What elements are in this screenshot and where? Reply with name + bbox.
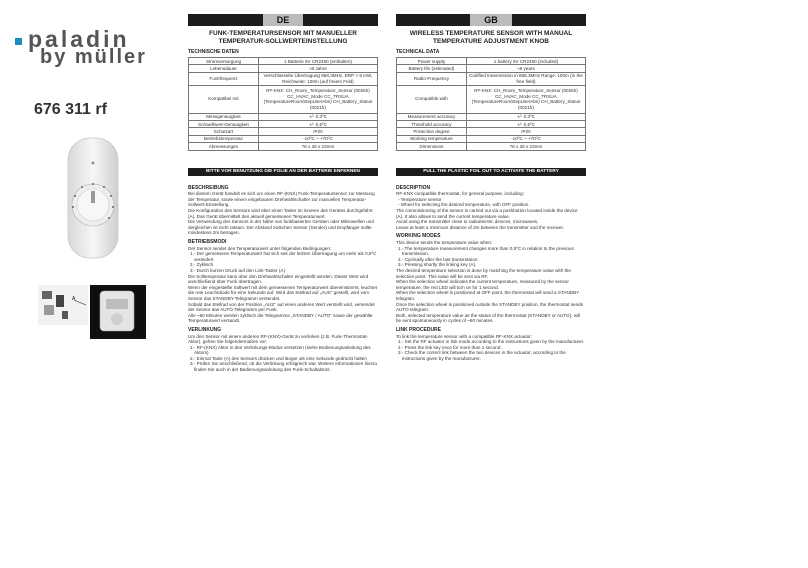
list-item: - Temperature sensor <box>398 196 442 202</box>
paragraph: RF-KNX compatible thermostat, for general purpose, including: <box>396 191 524 197</box>
brand-logo-line1: paladin <box>28 26 130 52</box>
row-value: ≈8 years <box>466 65 585 72</box>
thermostat-device-image <box>60 133 130 263</box>
brand-square-icon <box>15 38 22 45</box>
row-key: Stromversorgung <box>189 58 259 65</box>
paragraph: Der Sensor sendet den Temperaturwert unter folgenden Bedingungen: <box>188 245 332 251</box>
row-value: 78 x 28 x 23mm <box>258 143 377 150</box>
table-row <box>189 113 378 120</box>
table-row <box>397 135 586 142</box>
paragraph: Both, selected temperature value as the status of the thermostat (STANDBY or AUTO), will be sent spontaneously in cycles of ~60 minutes. <box>396 312 581 324</box>
row-key: Power supply <box>397 58 467 65</box>
body-text-de <box>188 186 378 373</box>
lang-header-gb <box>396 14 586 26</box>
product-code: 676 311 rf <box>34 101 107 118</box>
title-de-line1: FUNK-TEMPERATURSENSOR MIT MANUELLER <box>209 30 357 37</box>
device-inside-photo <box>38 285 88 325</box>
row-value: RF-KNX: CH_Room_Temperature_Sensor (0025h) CC_HVAC_Mode CC_TRSUA (TemperatureRoomStepUserAbs) CH_Battery_Status (0021h) <box>258 85 377 113</box>
label-a: A <box>72 296 76 302</box>
table-row <box>397 65 586 72</box>
row-key: Radio-Frequency <box>397 72 467 85</box>
section-heading: LINK PROCEDURE <box>396 326 442 333</box>
row-key: Compatible with <box>397 85 467 113</box>
row-key: Working temperature <box>397 135 467 142</box>
list-item: 3.- Pressing shortly the linking key (A). <box>398 262 477 268</box>
section-heading: VERLINKUNG <box>188 326 222 333</box>
list-item: 1.- The temperature measurement changes more than 0,5ºC in relation to the previous transmission. <box>398 245 574 257</box>
table-row <box>189 65 378 72</box>
title-gb-line2: TEMPERATURE ADJUSTMENT KNOB <box>433 37 549 45</box>
list-item: 1.- Der gemessene Temperaturwert hat sich seit der letzten Übertragung um mehr als 0,5ºC verändert <box>190 251 377 262</box>
row-key: Schutzart <box>189 128 259 135</box>
paragraph: To link the temperature sensor with a compatible RF-KNX actuator: <box>396 333 533 339</box>
row-key: Protection degree <box>397 128 467 135</box>
row-key: Funkfrequenz <box>189 72 259 85</box>
table-row <box>397 85 586 113</box>
row-value: 1 battery 3V CR2450 (included) <box>466 58 585 65</box>
row-key: Schwellwert-Genauigkeit <box>189 121 259 128</box>
section-heading: BESCHREIBUNG <box>188 184 229 191</box>
row-value: IP20 <box>466 128 585 135</box>
section-heading: DESCRIPTION <box>396 184 431 191</box>
list-item: 3.- Durch kurzen Druck auf den Link-Taster (A) <box>190 267 285 273</box>
paragraph: Avoid using the transmitter close to radioelectric devices, microwaves, <box>396 219 539 225</box>
list-item: 2.- Einmal Taste (A) des Sensors drücken und länger als eine Sekunde gedrückt halten <box>190 355 367 361</box>
table-row <box>397 72 586 85</box>
row-value: +/- 0,5ºC <box>466 121 585 128</box>
paragraph: When the selection wheel indicates the current temperature, measured by the sensor temperature, the red LED will turn on for 1 second. <box>396 279 569 290</box>
list-item: - Wheel for selecting the desired temperature, with OFF position. <box>398 202 530 208</box>
row-key: Abmessungen <box>189 143 259 150</box>
row-value: Codified transmission in 868,3MHz Range: 100m (in the free field) <box>466 72 585 85</box>
paragraph: When the selection wheel is positioned at OFF point, the thermostat will send a STANDBY telegram. <box>396 290 580 301</box>
table-row <box>397 58 586 65</box>
table-row <box>189 135 378 142</box>
paragraph: Once the selection wheel is positioned outside the STANDBY position, the thermostat sends AUTO telegram. <box>396 301 584 313</box>
tech-title-de: TECHNISCHE DATEN <box>188 49 239 55</box>
title-gb <box>396 30 586 45</box>
paragraph: Um den Sensor mit einem anderen RF-(KNX)-Gerät zu verlinken (z.B. Funk-Thermostat-Aktor), gehen Sie folgendermaßen vor: <box>188 333 368 345</box>
row-value: ≈8 Jahre <box>258 65 377 72</box>
paragraph: Wenn der eingestellte Sollwert mit dem gemessenen Temperaturwert übereinstimmt, leuchtet die rote Leuchtdiode für eine Sekunde auf. Wird das Stellrad auf „AUS" gestellt, wird vom Sensor das STANDBY-Telegramm versendet. <box>188 284 378 301</box>
paragraph: This device sends the temperature value when: <box>396 240 493 245</box>
list-item: 2.- Press the link key once for more than 1 second. <box>398 344 502 350</box>
paragraph: Sobald das Stellrad von der Position „AUS" auf einen anderen Wert verstellt wird, versendet der Sensor das AUTO-Telegramm per Funk. <box>188 301 375 313</box>
row-value: -10ºC ~ +70ºC <box>466 135 585 142</box>
table-row <box>189 85 378 113</box>
list-item: 2.- Zyklisch <box>190 262 214 268</box>
brand-logo-line2: by müller <box>40 46 147 68</box>
title-gb-line1: WIRELESS TEMPERATURE SENSOR WITH MANUAL <box>409 30 573 37</box>
row-value: -10ºC ~ +70ºC <box>258 135 377 142</box>
lang-header-de <box>188 14 378 26</box>
list-item: 1.- RF-(KNX) Aktor in den Verlinkungs-Modus versetzen (siehe Bedienungsanleitung des Aktors) <box>190 344 371 356</box>
table-row <box>189 121 378 128</box>
paragraph: Die Konfiguration des Sensors wird über einen Taster im inneren des Gerätes durchgeführt (A). Das Gerät übermittelt den aktuell gemessenen Temperaturwert. <box>188 208 373 219</box>
row-value: 1 Batterie 3V CR2450 (enthalten) <box>258 58 377 65</box>
table-row <box>397 113 586 120</box>
row-key: Dimensions <box>397 143 467 150</box>
row-key: Measurement accuracy <box>397 113 467 120</box>
row-value: RF-KNX: CH_Room_Temperature_Sensor (0025h) CC_HVAC_Mode CC_TRSUA (TemperatureRoomStepUserAbs) CH_Battery_Status (0021h) <box>466 85 585 113</box>
title-de-line2: TEMPERATUR-SOLLWERTEINSTELLUNG <box>218 37 348 45</box>
row-key: Messgenauigkeit <box>189 113 259 120</box>
section-heading: BETRIEBSMODI <box>188 239 227 245</box>
row-key: Battery life (estimated) <box>397 65 467 72</box>
lang-code-de: DE <box>263 14 304 26</box>
paragraph: Bei diesem Gerät handelt es sich um einen RF-(KNX) Funk-Temperatursensor zur Messung der Temperatur, sowie einem eingebauten Drehwahlschalter zur manuellen Temperatur-Sollwert-Einstellung. <box>188 191 375 208</box>
table-row <box>189 58 378 65</box>
row-key: Threshold accuracy <box>397 121 467 128</box>
paragraph: Die Verwendung des Sensors in der Nähe von funkbasierten Geräten oder Mikrowellen und dergleichen ist nicht ratsam. Der Abstand zwischen Sensor (Sender) und Empfänger sollte mindestens 2m betragen. <box>188 219 374 236</box>
title-de <box>188 30 378 45</box>
battery-foil-photo <box>90 285 146 339</box>
list-item: 3.- Prüfen Sie anschließend, ob die Verlinkung erfolgreich war. Weitere Informationen hierzu finden Sie auch in der Bedienungsanleitung des Funk-Schaltaktors. <box>190 361 378 373</box>
paragraph: Leave at least a minimum distance of 2m between the transmitter and the receiver. <box>396 224 565 230</box>
row-value: IP20 <box>258 128 377 135</box>
section-heading: WORKING MODES <box>396 233 441 240</box>
notice-bar-de: BITTE VOR BENUTZUNG DIE FOLIE AN DER BATTERIE ENFERNEN <box>188 168 378 176</box>
tech-table-gb <box>396 57 586 151</box>
table-row <box>189 143 378 150</box>
list-item: 1.- Set the RF actuator in link mode according to the instructions given by the manufacturer. <box>398 339 585 345</box>
row-value: Verschlüsselte Übertragung 868,3MHz, ERP > 8 mW, Reichweite: 100m (auf freiem Feld) <box>258 72 377 85</box>
row-value: 78 x 28 x 23mm <box>466 143 585 150</box>
list-item: 2.- Cyclically after the last transmission. <box>398 256 479 262</box>
table-row <box>189 72 378 85</box>
tech-title-gb: TECHNICAL DATA <box>396 49 440 55</box>
body-text-gb <box>396 186 586 362</box>
paragraph: The desired temperature selection is done by matching the temperature value with the selection point. This value will be sent via RF. <box>396 267 571 279</box>
table-row <box>397 128 586 135</box>
tech-table-de <box>188 57 378 151</box>
notice-bar-gb: PULL THE PLASTIC FOIL OUT TO ACTIVATE THE BATTERY <box>396 168 586 176</box>
row-key: Lebensdauer <box>189 65 259 72</box>
table-row <box>397 121 586 128</box>
row-key: Kompatibel mit <box>189 85 259 113</box>
row-value: +/- 0,3ºC <box>258 113 377 120</box>
paragraph: Die Solltemperatur kann über den Drehwahlschalter eingestellt werden. Dieser Wert wird anschließend über Funk übertragen. <box>188 273 369 285</box>
paragraph: Alle ~60 Minuten werden zyklisch die Telegramme „STANDBY / AUTO" sowie der gewählte Temperaturwert versandt. <box>188 312 373 324</box>
row-value: +/- 0,5ºC <box>258 121 377 128</box>
list-item: 3.- Check the correct link between the two devices in the actuator, according to the instructions given by the manufacturer. <box>398 350 566 361</box>
table-row <box>397 143 586 150</box>
row-key: Betriebstemperatur <box>189 135 259 142</box>
paragraph: The commissioning of the sensor is carried out via a pushbutton located inside the device (A). It also allows to send the current temperature value. <box>396 208 578 219</box>
lang-code-gb: GB <box>470 14 512 26</box>
english-column <box>396 14 586 361</box>
row-value: +/- 0,3ºC <box>466 113 585 120</box>
german-column <box>188 14 378 373</box>
table-row <box>189 128 378 135</box>
